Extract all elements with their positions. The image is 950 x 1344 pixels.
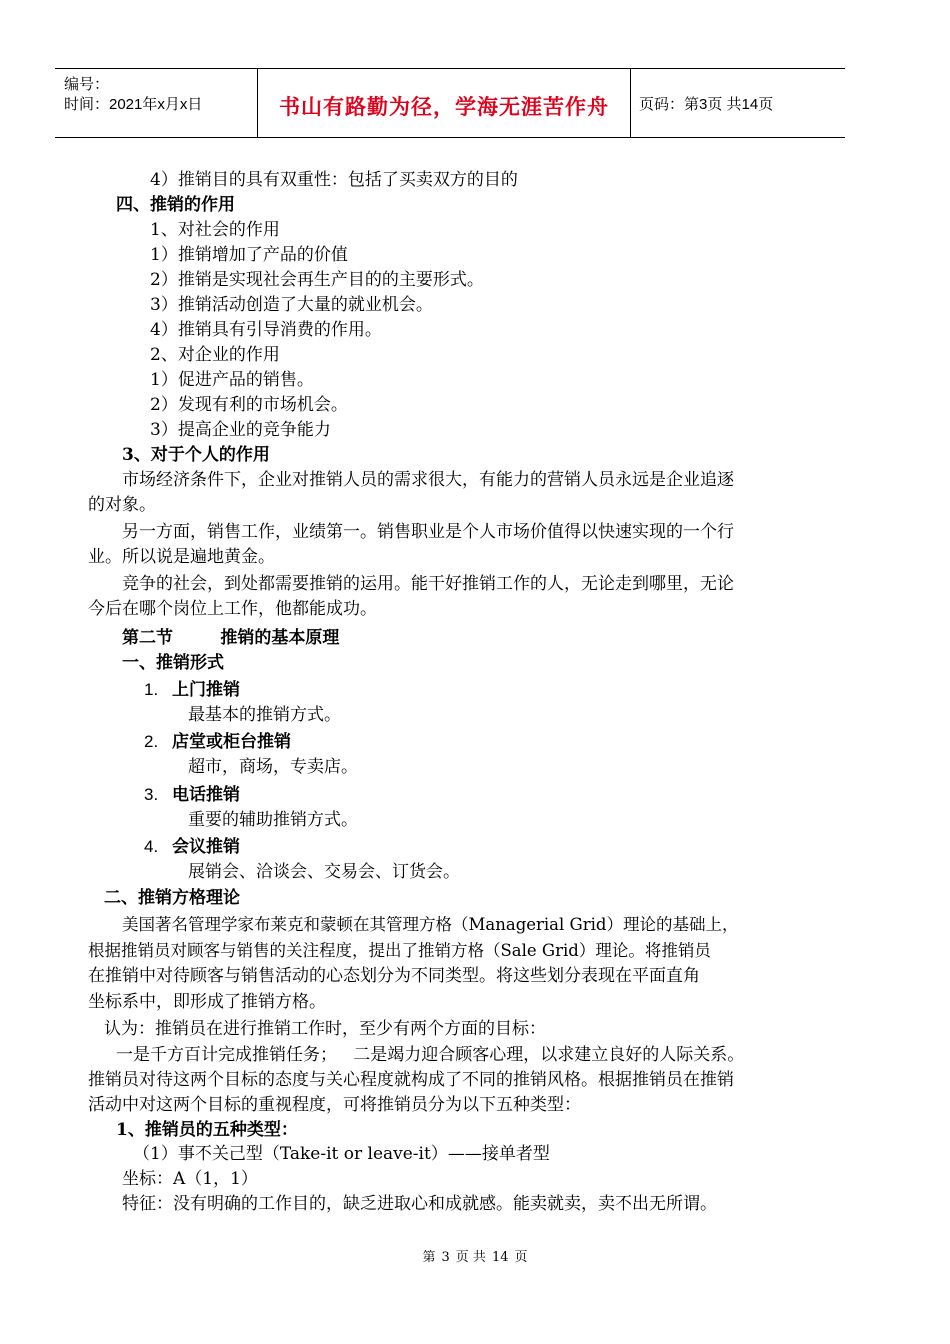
paragraph-line: 认为：推销员在进行推销工作时，至少有两个方面的目标： <box>104 1019 546 1039</box>
text-line: 2）发现有利的市场机会。 <box>150 395 348 415</box>
list-item-title: 会议推销 <box>172 837 240 857</box>
text-line: 3）推销活动创造了大量的就业机会。 <box>150 295 433 315</box>
page-header <box>55 68 845 138</box>
list-number: 4. <box>144 837 159 856</box>
footer-suffix: 页 <box>514 1250 528 1265</box>
paragraph-line: 今后在哪个岗位上工作，他都能成功。 <box>88 599 377 619</box>
paragraph-line: 坐标系中，即形成了推销方格。 <box>88 992 326 1012</box>
paragraph-line: 活动中对这两个目标的重视程度，可将推销员分为以下五种类型： <box>88 1095 581 1115</box>
paragraph-line: 另一方面，销售工作，业绩第一。销售职业是个人市场价值得以快速实现的一个行 <box>122 522 734 542</box>
paragraph-line: 在推销中对待顾客与销售活动的心态划分为不同类型。将这些划分表现在平面直角 <box>88 966 700 986</box>
header-page-label: 页码：第3页 共14页 <box>639 96 774 113</box>
text-line: 4）推销具有引导消费的作用。 <box>150 320 382 340</box>
chapter-section-title: 第二节 推销的基本原理 <box>122 628 340 648</box>
text-line: 3）提高企业的竞争能力 <box>150 420 331 440</box>
paragraph-line: 根据推销员对顾客与销售的关注程度，提出了推销方格（Sale Grid）理论。将推销员 <box>88 941 711 960</box>
header-motto-cell <box>257 69 631 137</box>
text-line: 2）推销是实现社会再生产目的的主要形式。 <box>150 270 484 290</box>
list-item-title: 上门推销 <box>172 680 240 700</box>
list-item <box>144 834 240 860</box>
date-label: 时间：2021年x月x日 <box>64 96 203 113</box>
list-number: 1. <box>144 680 159 699</box>
subsection-heading: 1、推销员的五种类型： <box>116 1120 298 1140</box>
text-line: 1）促进产品的销售。 <box>150 370 314 390</box>
section-heading: 二、推销方格理论 <box>104 888 240 908</box>
section-heading: 四、推销的作用 <box>116 195 235 215</box>
serial-label: 编号： <box>64 76 110 93</box>
text-line: 4）推销目的具有双重性：包括了买卖双方的目的 <box>150 170 518 190</box>
page-footer <box>0 1246 950 1265</box>
list-item-title: 电话推销 <box>172 785 240 805</box>
list-item-detail: 超市，商场，专卖店。 <box>188 757 358 777</box>
subsection-heading: 3、对于个人的作用 <box>122 445 270 465</box>
header-meta-cell <box>55 69 257 137</box>
footer-mid: 页 共 <box>455 1250 486 1265</box>
list-item-detail: 重要的辅助推销方式。 <box>188 810 358 830</box>
list-number: 2. <box>144 732 159 751</box>
footer-current-page: 3 <box>441 1250 450 1265</box>
text-line: 2、对企业的作用 <box>150 345 280 365</box>
type-feature: 特征：没有明确的工作目的，缺乏进取心和成就感。能卖就卖，卖不出无所谓。 <box>122 1194 717 1214</box>
section-heading: 一、推销形式 <box>122 653 224 673</box>
list-item <box>144 677 240 703</box>
text-line: 1、对社会的作用 <box>150 220 280 240</box>
type-coordinate: 坐标：A（1，1） <box>122 1169 258 1189</box>
paragraph-line: 的对象。 <box>88 495 156 515</box>
paragraph-line: 竞争的社会，到处都需要推销的运用。能干好推销工作的人，无论走到哪里，无论 <box>122 574 734 594</box>
type-title: （1）事不关己型（Take-it or leave-it）——接单者型 <box>133 1144 550 1164</box>
paragraph-line: 市场经济条件下，企业对推销人员的需求很大，有能力的营销人员永远是企业追逐 <box>122 470 734 490</box>
list-item-detail: 展销会、洽谈会、交易会、订货会。 <box>188 862 460 882</box>
list-number: 3. <box>144 785 159 804</box>
footer-total-pages: 14 <box>491 1250 509 1265</box>
text-line: 1）推销增加了产品的价值 <box>150 245 348 265</box>
header-motto: 书山有路勤为径，学海无涯苦作舟 <box>279 96 609 119</box>
list-item-title: 店堂或柜台推销 <box>172 732 291 752</box>
paragraph-line: 推销员对待这两个目标的态度与关心程度就构成了不同的推销风格。根据推销员在推销 <box>88 1070 734 1090</box>
list-item <box>144 729 291 755</box>
header-page-cell <box>630 69 845 137</box>
paragraph-line: 美国著名管理学家布莱克和蒙顿在其管理方格（Managerial Grid）理论的基础上， <box>122 915 739 934</box>
footer-prefix: 第 <box>422 1250 436 1265</box>
paragraph-line: 一是千方百计完成推销任务； 二是竭力迎合顾客心理，以求建立良好的人际关系。 <box>116 1045 745 1065</box>
list-item-detail: 最基本的推销方式。 <box>188 705 341 725</box>
list-item <box>144 782 240 808</box>
paragraph-line: 业。所以说是遍地黄金。 <box>88 547 275 567</box>
